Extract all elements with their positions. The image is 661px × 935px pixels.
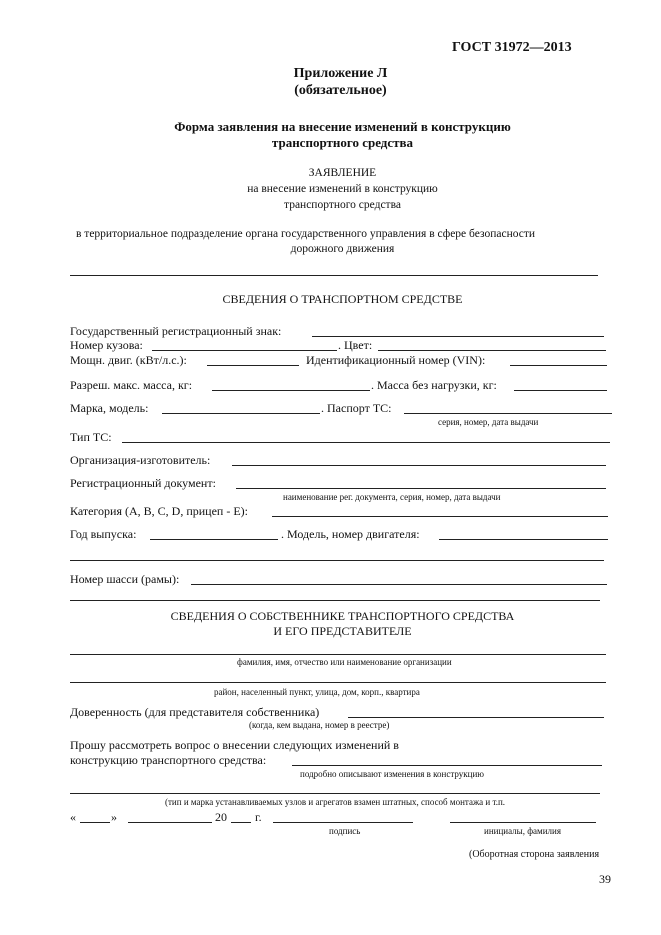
initials-hint: инициалы, фамилия [484, 826, 561, 836]
addressee-blank[interactable] [70, 275, 598, 276]
date-month-field[interactable] [128, 822, 212, 823]
passport-field[interactable] [404, 413, 612, 414]
year-suffix: г. [255, 810, 262, 824]
max-mass-field[interactable] [212, 390, 370, 391]
engine-model-label: . Модель, номер двигателя: [281, 527, 420, 541]
vehicle-type-label: Тип ТС: [70, 430, 112, 444]
body-number-field[interactable] [152, 350, 337, 351]
appendix-title: Приложение Л [293, 66, 388, 81]
request-line1: Прошу рассмотреть вопрос о внесении следующих изменений в [70, 738, 399, 752]
color-field[interactable] [378, 350, 606, 351]
engine-model-continuation[interactable] [70, 560, 604, 561]
max-mass-label: Разреш. макс. масса, кг: [70, 378, 193, 392]
engine-power-field[interactable] [207, 365, 299, 366]
proxy-hint: (когда, кем выдана, номер в реестре) [249, 720, 390, 730]
body-number-label: Номер кузова: [70, 338, 143, 352]
reg-document-hint: наименование рег. документа, серия, номер, дата выдачи [283, 492, 501, 502]
appendix-status: (обязательное) [294, 83, 387, 98]
units-field[interactable] [70, 793, 600, 794]
reg-document-label: Регистрационный документ: [70, 476, 216, 490]
units-hint: (тип и марка устанавливаемых узлов и агрегатов взамен штатных, способ монтажа и т.п. [165, 797, 506, 807]
chassis-label: Номер шасси (рамы): [70, 572, 180, 586]
owner-section-heading2: И ЕГО ПРЕДСТАВИТЕЛЕ [273, 624, 412, 638]
year-label: Год выпуска: [70, 527, 137, 541]
initials-field[interactable] [450, 822, 596, 823]
section-divider [70, 600, 600, 601]
statement-heading: ЗАЯВЛЕНИЕ [308, 167, 377, 179]
owner-address-field[interactable] [70, 682, 606, 683]
chassis-field[interactable] [191, 584, 607, 585]
vehicle-section-heading: СВЕДЕНИЯ О ТРАНСПОРТНОМ СРЕДСТВЕ [222, 292, 463, 306]
engine-power-label: Мощн. двиг. (кВт/л.с.): [70, 353, 187, 367]
vin-label: Идентификационный номер (VIN): [306, 353, 486, 367]
unladen-mass-field[interactable] [514, 390, 607, 391]
changes-hint: подробно описывают изменения в конструкцию [300, 769, 485, 779]
owner-name-field[interactable] [70, 654, 606, 655]
owner-section-heading1: СВЕДЕНИЯ О СОБСТВЕННИКЕ ТРАНСПОРТНОГО СРЕДСТВА [170, 609, 515, 623]
date-day-field[interactable] [80, 822, 110, 823]
addressee-line2: дорожного движения [290, 243, 395, 255]
unladen-mass-label: . Масса без нагрузки, кг: [371, 378, 497, 392]
make-model-field[interactable] [162, 413, 320, 414]
form-title-line1: Форма заявления на внесение изменений в конструкцию [174, 119, 511, 134]
year-field[interactable] [150, 539, 278, 540]
form-title-line2: транспортного средства [271, 135, 414, 150]
owner-address-hint: район, населенный пункт, улица, дом, корп., квартира [214, 687, 420, 697]
proxy-field[interactable] [348, 717, 604, 718]
reg-sign-field[interactable] [312, 336, 604, 337]
changes-field[interactable] [292, 765, 602, 766]
manufacturer-label: Организация-изготовитель: [70, 453, 211, 467]
request-line2: конструкцию транспортного средства: [70, 753, 267, 767]
signature-field[interactable] [273, 822, 413, 823]
passport-label: . Паспорт ТС: [321, 401, 392, 415]
statement-line1: на внесение изменений в конструкцию [247, 183, 438, 195]
category-field[interactable] [272, 516, 608, 517]
reg-document-field[interactable] [236, 488, 606, 489]
owner-name-hint: фамилия, имя, отчество или наименование организации [237, 657, 452, 667]
date-year-field[interactable] [231, 822, 251, 823]
reg-sign-label: Государственный регистрационный знак: [70, 324, 282, 338]
passport-hint: серия, номер, дата выдачи [438, 417, 539, 427]
standard-number: ГОСТ 31972—2013 [452, 40, 572, 55]
year-prefix: 20 [215, 810, 227, 824]
date-close-quote: » [111, 810, 117, 824]
signature-hint: подпись [329, 826, 361, 836]
make-model-label: Марка, модель: [70, 401, 149, 415]
manufacturer-field[interactable] [232, 465, 606, 466]
proxy-label: Доверенность (для представителя собственника) [70, 705, 320, 719]
vin-field[interactable] [510, 365, 607, 366]
color-label: . Цвет: [338, 338, 373, 352]
date-open-quote: « [70, 810, 76, 824]
statement-line2: транспортного средства [284, 199, 401, 211]
page-number: 39 [599, 872, 611, 886]
vehicle-type-field[interactable] [122, 442, 610, 443]
addressee-line1: в территориальное подразделение органа государственного управления в сфере безопасности [76, 228, 536, 240]
reverse-side-note: (Оборотная сторона заявления [469, 849, 600, 860]
engine-model-field[interactable] [439, 539, 608, 540]
category-label: Категория (А, В, С, D, прицеп - Е): [70, 504, 249, 518]
